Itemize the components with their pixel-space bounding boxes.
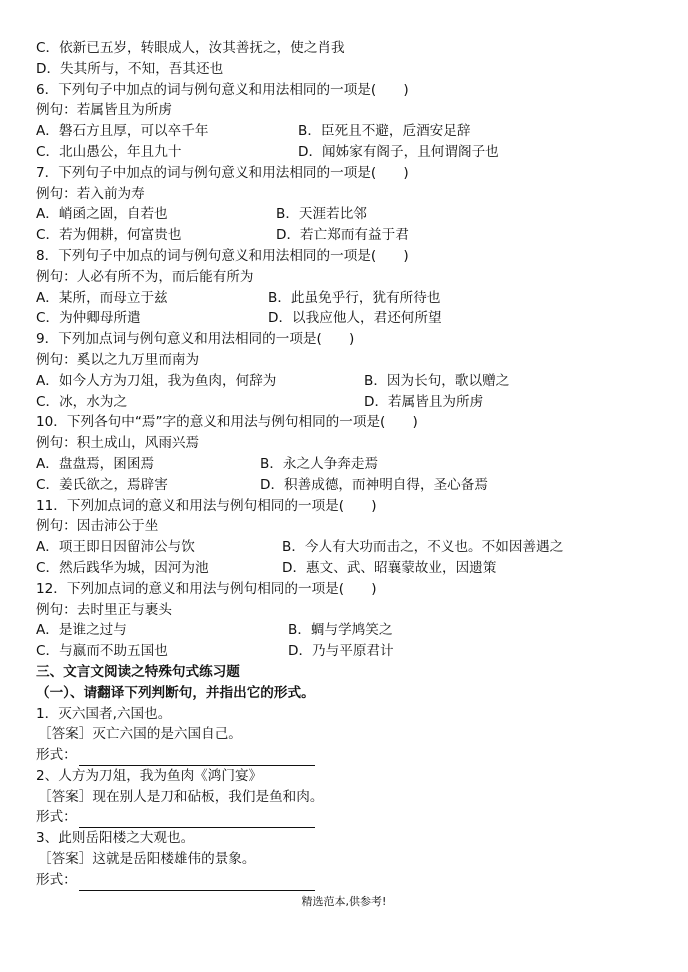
text-line: [36, 163, 656, 184]
answer-line: [36, 787, 656, 808]
line-text: 9．下列加点词与例句意义和用法相同的一项是( ): [36, 331, 355, 348]
form-line: [36, 870, 656, 891]
option-row: [36, 371, 656, 392]
answer-blank[interactable]: [79, 750, 315, 766]
option-left: A．项王即日因留沛公与饮: [36, 539, 195, 556]
section-heading: [36, 683, 656, 704]
option-left: A．峭函之固，自若也: [36, 206, 168, 223]
text-line: [36, 100, 656, 121]
line-text: ［答案］现在别人是刀和砧板，我们是鱼和肉。: [38, 788, 324, 805]
line-text: 7．下列句子中加点的词与例句意义和用法相同的一项是( ): [36, 164, 409, 181]
option-row: [36, 288, 656, 309]
option-right: D．若属皆且为所虏: [364, 393, 484, 410]
option-right: B．今人有大功而击之，不义也。不如因善遇之: [282, 539, 564, 556]
line-text: 3、此则岳阳楼之大观也。: [36, 830, 195, 847]
option-left: A．是谁之过与: [36, 622, 127, 639]
option-left: A．磐石方且厚，可以卒千年: [36, 123, 209, 140]
line-text: 11．下列加点词的意义和用法与例句相同的一项是( ): [36, 497, 377, 514]
option-row: [36, 225, 656, 246]
answer-blank[interactable]: [79, 812, 315, 828]
line-text: 形式：: [36, 747, 77, 764]
option-right: D．积善成德，而神明自得，圣心备焉: [260, 476, 488, 493]
text-line: [36, 38, 656, 59]
option-left: C．与嬴而不助五国也: [36, 643, 168, 660]
text-line: [36, 184, 656, 205]
line-text: 1．灭六国者,六国也。: [36, 705, 172, 722]
text-line: [36, 80, 656, 101]
section-heading: [36, 662, 656, 683]
option-left: A．某所，而母立于兹: [36, 289, 168, 306]
option-right: B．蜩与学鸠笑之: [288, 622, 393, 639]
line-text: 12．下列加点词的意义和用法与例句相同的一项是( ): [36, 580, 377, 597]
option-left: C．若为佣耕，何富贵也: [36, 227, 182, 244]
line-text: ［答案］这就是岳阳楼雄伟的景象。: [38, 851, 256, 868]
text-line: [36, 433, 656, 454]
answer-line: [36, 724, 656, 745]
text-line: [36, 516, 656, 537]
line-text: 三、文言文阅读之特殊句式练习题: [36, 663, 240, 680]
option-row: [36, 620, 656, 641]
page-footer: 精选范本,供参考!: [301, 895, 387, 908]
line-text: 例句：若入前为寿: [36, 185, 145, 202]
option-left: C．冰，水为之: [36, 393, 128, 410]
line-text: 6．下列句子中加点的词与例句意义和用法相同的一项是( ): [36, 81, 409, 98]
option-row: [36, 308, 656, 329]
line-text: 10．下列各句中“焉”字的意义和用法与例句相同的一项是( ): [36, 414, 418, 431]
line-text: （一）、请翻译下列判断句，并指出它的形式。: [36, 684, 315, 701]
line-text: D．失其所与，不知，吾其还也: [36, 60, 224, 77]
option-left: C．北山愚公，年且九十: [36, 143, 182, 160]
form-line: [36, 745, 656, 766]
line-text: 形式：: [36, 871, 77, 888]
option-right: D．以我应他人，君还何所望: [268, 310, 442, 327]
answer-blank[interactable]: [79, 875, 315, 891]
line-text: 例句：人必有所不为，而后能有所为: [36, 268, 254, 285]
option-left: A．盘盘焉，囷囷焉: [36, 455, 155, 472]
line-text: 例句：积土成山，风雨兴焉: [36, 435, 200, 452]
text-line: [36, 496, 656, 517]
option-right: D．闻姊家有阁子，且何谓阁子也: [298, 143, 499, 160]
text-line: [36, 267, 656, 288]
option-row: [36, 641, 656, 662]
text-line: [36, 329, 656, 350]
option-right: D．若亡郑而有益于君: [276, 227, 409, 244]
line-text: 形式：: [36, 809, 77, 826]
option-row: [36, 454, 656, 475]
line-text: 8．下列句子中加点的词与例句意义和用法相同的一项是( ): [36, 247, 409, 264]
option-row: [36, 392, 656, 413]
option-left: C．为仲卿母所遣: [36, 310, 141, 327]
option-right: B．因为长句，歌以赠之: [364, 372, 510, 389]
option-right: B．天涯若比邻: [276, 206, 367, 223]
option-row: [36, 142, 656, 163]
option-row: [36, 121, 656, 142]
text-line: [36, 579, 656, 600]
option-left: C．姜氏欲之，焉辟害: [36, 476, 168, 493]
option-right: B．臣死且不避，卮酒安足辞: [298, 123, 471, 140]
text-line: [36, 600, 656, 621]
line-text: 例句：奚以之九万里而南为: [36, 351, 200, 368]
option-right: D．惠文、武、昭襄蒙故业，因遗策: [282, 559, 497, 576]
option-right: D．乃与平原君计: [288, 643, 394, 660]
option-row: [36, 204, 656, 225]
text-line: [36, 828, 656, 849]
line-text: ［答案］灭亡六国的是六国自己。: [38, 726, 242, 743]
option-left: C．然后践华为城，因河为池: [36, 559, 209, 576]
option-left: A．如今人方为刀俎，我为鱼肉，何辞为: [36, 372, 277, 389]
text-line: [36, 246, 656, 267]
text-line: [36, 766, 656, 787]
answer-line: [36, 849, 656, 870]
option-right: B．永之人争奔走焉: [260, 455, 379, 472]
text-line: [36, 350, 656, 371]
option-row: [36, 537, 656, 558]
line-text: 例句：去时里正与裹头: [36, 601, 172, 618]
line-text: 例句：因击沛公于坐: [36, 518, 159, 535]
option-row: [36, 558, 656, 579]
line-text: 2、人方为刀俎，我为鱼肉《鸿门宴》: [36, 767, 263, 784]
document-body: [36, 38, 656, 891]
text-line: [36, 59, 656, 80]
line-text: 例句：若属皆且为所虏: [36, 102, 172, 119]
line-text: C．依新已五岁，转眼成人，汝其善抚之，使之肖我: [36, 40, 345, 56]
form-line: [36, 807, 656, 828]
option-row: [36, 475, 656, 496]
option-right: B．此虽免乎行，犹有所待也: [268, 289, 441, 306]
text-line: [36, 704, 656, 725]
text-line: [36, 412, 656, 433]
